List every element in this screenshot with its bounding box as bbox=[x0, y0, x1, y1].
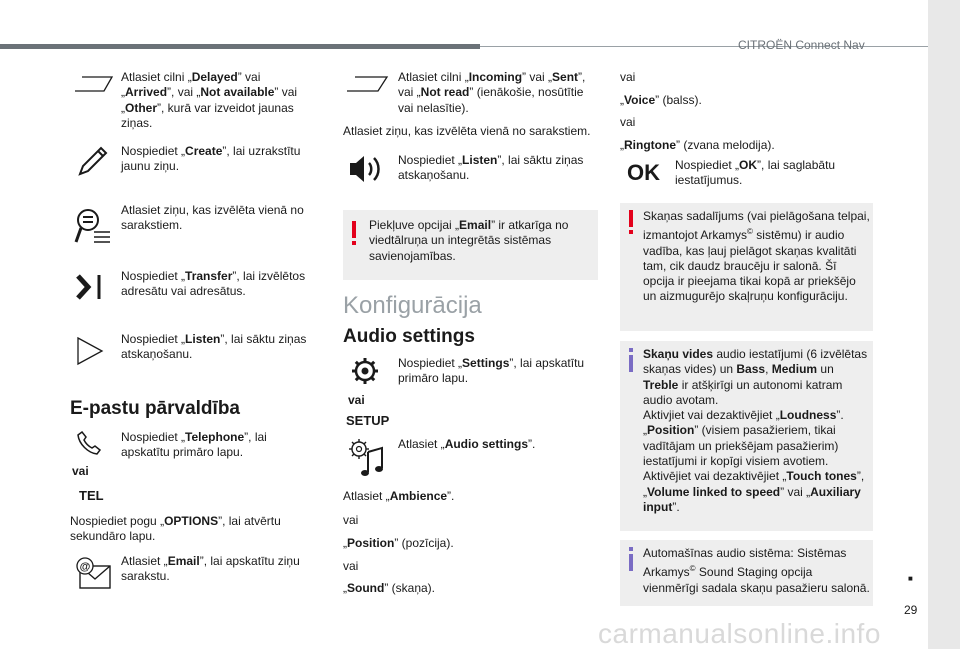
bullet-mark: ■ bbox=[908, 574, 913, 583]
list-search-icon bbox=[74, 206, 112, 246]
col2-para1: Atlasiet ziņu, kas izvēlēta vienā no sarakstiem. bbox=[343, 124, 591, 138]
audio-heading: Audio settings bbox=[343, 326, 475, 347]
svg-text:@: @ bbox=[79, 561, 91, 573]
col3-vai1: vai bbox=[620, 70, 636, 84]
col3-ringtone: „Ringtone” (zvana melodija). bbox=[620, 138, 775, 152]
sound-distribution-note bbox=[620, 203, 873, 331]
warning-icon-2 bbox=[628, 210, 634, 236]
phone-icon bbox=[76, 430, 102, 456]
transfer-icon bbox=[74, 272, 104, 302]
col1-item2-text: Nospiediet „Create”, lai uzrakstītu jaunu ziņu. bbox=[121, 144, 301, 174]
play-icon bbox=[76, 336, 104, 366]
col2-ambience: Atlasiet „Ambience”. bbox=[343, 489, 455, 503]
tab-line-icon-2 bbox=[346, 74, 390, 92]
email-heading: E-pastu pārvaldība bbox=[70, 398, 240, 419]
config-title: Konfigurācija bbox=[343, 292, 482, 319]
email-note-text: Piekļuve opcijai „Email” ir atkarīga no viedtālruņa un integrētās sistēmas savienojamības. bbox=[369, 218, 569, 263]
page-number: 29 bbox=[904, 603, 918, 617]
info-icon bbox=[628, 348, 634, 372]
col1-item1-text: Atlasiet cilni „Delayed” vai „Arrived”, vai „Not available” vai „Other”, kurā var izveidot jaunas ziņas. bbox=[121, 70, 298, 130]
col3-voice: „Voice” (balss). bbox=[620, 93, 702, 107]
col2-item1-text: Atlasiet cilni „Incoming” vai „Sent”, vai „Not read” (ienākošie, nosūtītie vai nelasītie). bbox=[398, 70, 586, 115]
col1-item4-text: Nospiediet „Transfer”, lai izvēlētos adresātu vai adresātus. bbox=[121, 269, 306, 299]
col2-item2-text: Nospiediet „Listen”, lai sāktu ziņas atskaņošanu. bbox=[398, 153, 584, 183]
ok-icon: OK bbox=[627, 160, 660, 185]
col2-vai3: vai bbox=[343, 559, 359, 573]
col1-item6-text: Nospiediet „Telephone”, lai apskatītu primāro lapu. bbox=[121, 430, 267, 460]
col2-item4-text: Atlasiet „Audio settings”. bbox=[398, 437, 536, 451]
col1-para1: Nospiediet pogu „OPTIONS”, lai atvērtu sekundāro lapu. bbox=[70, 514, 281, 544]
header-rule bbox=[0, 44, 480, 49]
vai-label-2: vai bbox=[348, 393, 365, 407]
email-icon bbox=[74, 556, 112, 590]
gear-icon bbox=[350, 356, 380, 386]
vai-label: vai bbox=[72, 464, 89, 478]
brand-label: CITROËN Connect Nav bbox=[738, 38, 865, 52]
col2-sound: „Sound” (skaņa). bbox=[343, 581, 436, 595]
col2-position: „Position” (pozīcija). bbox=[343, 536, 454, 550]
col2-vai2: vai bbox=[343, 513, 359, 527]
speaker-icon bbox=[346, 152, 386, 186]
col1-item3-text: Atlasiet ziņu, kas izvēlēta vienā no sarakstiem. bbox=[121, 203, 304, 233]
setup-label: SETUP bbox=[346, 413, 390, 428]
sound-distribution-text: Skaņas sadalījums (vai pielāgošana telpai, izmantojot Arkamys© sistēmu) ir audio vadība, kas ļauj pielāgot skaņas kvalitāti tam, cik daudz braucēju ir salonā. Šī opcija ir pieejama tikai kopā ar priekšējo un aizmugurējo skaļruņu konfigurāciju. bbox=[643, 209, 870, 304]
arkamys-text: Automašīnas audio sistēma: Sistēmas Arkamys© Sound Staging opcija vienmērīgi sadala skaņu pasažieru salonā. bbox=[643, 546, 870, 595]
warning-icon bbox=[351, 221, 357, 247]
col3-vai2: vai bbox=[620, 115, 636, 129]
arkamys-note bbox=[620, 540, 873, 606]
watermark: carmanualsonline.info bbox=[598, 618, 881, 649]
col1-item7-text: Atlasiet „Email”, lai apskatītu ziņu sarakstu. bbox=[121, 554, 300, 584]
tel-label: TEL bbox=[79, 488, 104, 503]
audio-settings-icon bbox=[346, 436, 386, 478]
col2-item3-text: Nospiediet „Settings”, lai apskatītu primāro lapu. bbox=[398, 356, 585, 386]
sound-env-text: Skaņu vides audio iestatījumi (6 izvēlētas skaņas vides) un Bass, Medium un Treble ir atšķirīgi un autonomi katram audio avotam. Aktivjiet vai dezaktivējiet „Loudness”. „Position” (visiem pasažieriem, tikai vadītājam un priekšējam pasažierim) iestatījumi ir kopīgi visiem avotiem. Aktivējiet vai dezaktivējiet „Touch tones”, „Volume linked to speed” vai „Auxiliary input”. bbox=[643, 347, 868, 514]
page-sidebar bbox=[928, 0, 960, 649]
col3-ok-text: Nospiediet „OK”, lai saglabātu iestatījumus. bbox=[675, 158, 836, 188]
pencil-icon bbox=[76, 144, 110, 178]
tab-line-icon bbox=[74, 74, 114, 92]
sound-env-note bbox=[620, 341, 873, 531]
col1-item5-text: Nospiediet „Listen”, lai sāktu ziņas atskaņošanu. bbox=[121, 332, 307, 362]
info-icon-2 bbox=[628, 547, 634, 571]
email-note bbox=[343, 210, 598, 280]
